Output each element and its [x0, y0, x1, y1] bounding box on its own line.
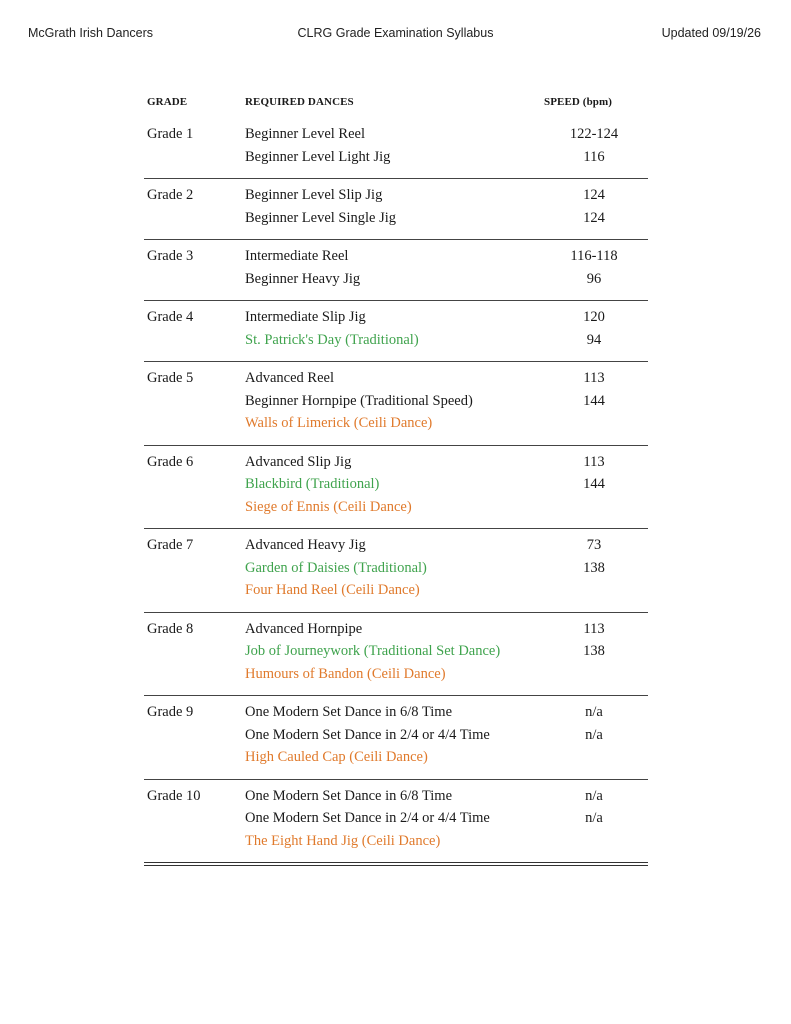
dance-row: [144, 451, 648, 474]
dance-name: Four Hand Reel (Ceili Dance): [245, 582, 420, 598]
dance-name: Advanced Heavy Jig: [245, 537, 366, 553]
grade-block: [144, 780, 648, 863]
dance-row: [144, 268, 648, 291]
header-document-title: CLRG Grade Examination Syllabus: [297, 26, 494, 40]
grade-label: Grade 7: [147, 537, 194, 553]
grade-block: [144, 240, 648, 301]
grade-label: Grade 9: [147, 704, 194, 720]
dance-name: High Cauled Cap (Ceili Dance): [245, 749, 428, 765]
dance-name: Beginner Level Light Jig: [245, 148, 391, 165]
dance-name: Advanced Slip Jig: [245, 453, 352, 470]
dance-speed: n/a: [585, 787, 603, 804]
dance-name: One Modern Set Dance in 2/4 or 4/4 Time: [245, 810, 490, 826]
grade-label: Grade 5: [147, 370, 194, 386]
dance-row: [144, 123, 648, 146]
dance-row: [144, 618, 648, 641]
grade-block: [144, 301, 648, 362]
grade-block: [144, 696, 648, 780]
dance-speed: 124: [583, 209, 605, 226]
dance-row: [144, 663, 648, 686]
dance-speed: n/a: [585, 704, 603, 720]
dance-name: Beginner Level Slip Jig: [245, 187, 383, 203]
dance-name: Job of Journeywork (Traditional Set Dance): [245, 643, 501, 659]
dance-row: [144, 701, 648, 724]
dance-row: [144, 785, 648, 808]
dance-speed: 113: [583, 370, 605, 386]
column-header-grade: GRADE: [147, 96, 188, 108]
dance-speed: n/a: [585, 726, 603, 743]
dance-row: [144, 830, 648, 853]
dance-name: One Modern Set Dance in 2/4 or 4/4 Time: [245, 726, 490, 743]
dance-name: Advanced Reel: [245, 370, 334, 386]
dance-speed: 144: [583, 476, 605, 492]
grade-block: [144, 179, 648, 240]
dance-name: St. Patrick's Day (Traditional): [245, 331, 419, 348]
grade-label: Grade 8: [147, 620, 194, 637]
dance-speed: 113: [583, 620, 605, 637]
dance-row: [144, 390, 648, 413]
dance-name: Beginner Heavy Jig: [245, 270, 361, 287]
dance-name: Humours of Bandon (Ceili Dance): [245, 665, 446, 682]
column-header-speed: SPEED (bpm): [544, 96, 613, 108]
grade-label: Grade 10: [147, 787, 201, 804]
dance-speed: 122-124: [569, 126, 619, 142]
grade-block: [144, 446, 648, 530]
dance-name: Walls of Limerick (Ceili Dance): [245, 415, 433, 431]
grade-label: Grade 4: [147, 309, 194, 325]
dance-row: [144, 184, 648, 207]
dance-name: Beginner Hornpipe (Traditional Speed): [245, 392, 473, 409]
dance-row: [144, 329, 648, 352]
dance-row: [144, 534, 648, 557]
dance-row: [144, 557, 648, 580]
dance-row: [144, 473, 648, 496]
grade-block: [144, 529, 648, 613]
dance-row: [144, 245, 648, 268]
dance-speed: 138: [583, 559, 605, 576]
grade-block: [144, 613, 648, 697]
dance-row: [144, 146, 648, 169]
dance-row: [144, 724, 648, 747]
grade-label: Grade 1: [147, 126, 194, 142]
dance-name: Blackbird (Traditional): [245, 476, 380, 492]
header-updated-date: Updated 09/19/26: [661, 26, 761, 40]
dance-name: One Modern Set Dance in 6/8 Time: [245, 787, 453, 804]
dance-name: Garden of Daisies (Traditional): [245, 559, 427, 576]
table-end-rule: [144, 862, 648, 866]
dance-name: Intermediate Slip Jig: [245, 309, 366, 325]
column-header-dances: REQUIRED DANCES: [245, 96, 354, 108]
dance-name: Beginner Level Reel: [245, 126, 365, 142]
dance-speed: 116-118: [570, 248, 618, 264]
dance-speed: 96: [586, 270, 602, 287]
dance-speed: 124: [583, 187, 605, 203]
grade-list: [144, 118, 648, 862]
dance-row: [144, 746, 648, 769]
dance-speed: 116: [583, 148, 605, 165]
dance-name: Intermediate Reel: [245, 248, 349, 264]
grade-label: Grade 2: [147, 187, 194, 203]
grade-label: Grade 6: [147, 453, 194, 470]
dance-row: [144, 496, 648, 519]
dance-name: The Eight Hand Jig (Ceili Dance): [245, 832, 441, 849]
syllabus-table: [144, 90, 648, 866]
column-headers: [144, 90, 648, 118]
dance-speed: 120: [583, 309, 605, 325]
dance-name: One Modern Set Dance in 6/8 Time: [245, 704, 453, 720]
dance-row: [144, 807, 648, 830]
page-header: [0, 26, 791, 46]
grade-block: [144, 118, 648, 179]
dance-speed: n/a: [585, 810, 603, 826]
dance-row: [144, 412, 648, 435]
dance-speed: 94: [586, 331, 602, 348]
dance-speed: 113: [583, 453, 605, 470]
dance-row: [144, 207, 648, 230]
dance-name: Advanced Hornpipe: [245, 620, 363, 637]
dance-speed: 138: [583, 643, 605, 659]
grade-label: Grade 3: [147, 248, 194, 264]
dance-row: [144, 640, 648, 663]
dance-speed: 73: [586, 537, 602, 553]
grade-block: [144, 362, 648, 446]
dance-name: Beginner Level Single Jig: [245, 209, 397, 226]
dance-name: Siege of Ennis (Ceili Dance): [245, 498, 412, 515]
dance-speed: 144: [583, 392, 605, 409]
dance-row: [144, 579, 648, 602]
dance-row: [144, 306, 648, 329]
dance-row: [144, 367, 648, 390]
header-school-name: McGrath Irish Dancers: [28, 26, 154, 40]
